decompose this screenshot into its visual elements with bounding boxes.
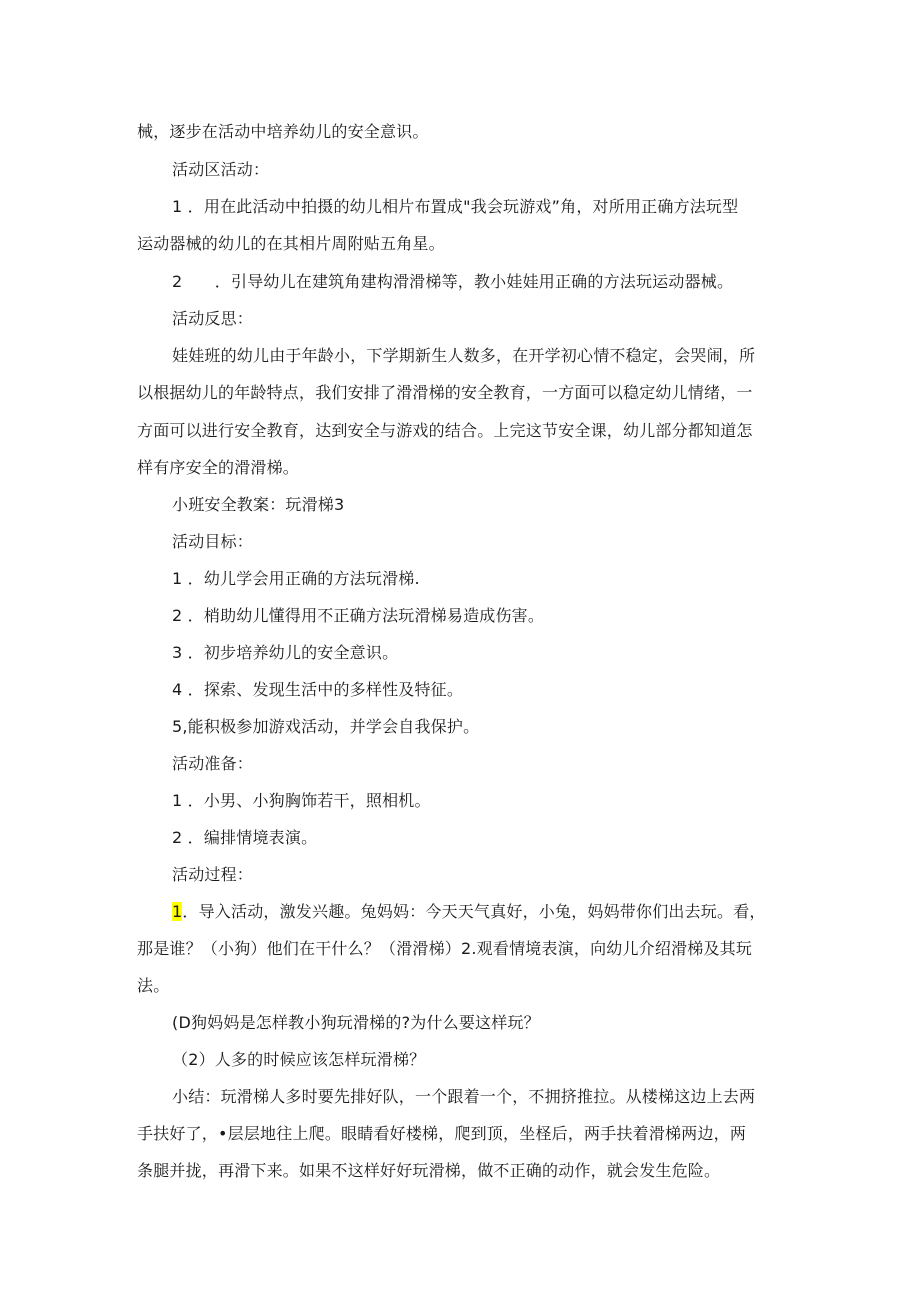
list-item: 4 ．探索、发现生活中的多样性及特征。 xyxy=(172,680,464,699)
document-title: 小班安全教案：玩滑梯3 xyxy=(172,495,345,514)
paragraph-line: 运动器械的幼儿的在其相片周附贴五角星。 xyxy=(137,234,445,253)
list-item: 1 ．幼儿学会用正确的方法玩滑梯. xyxy=(172,569,420,588)
question-line: (D狗妈妈是怎样教小狗玩滑梯的?为什么要这样玩？ xyxy=(172,1013,540,1032)
paragraph-line: 娃娃班的幼儿由于年龄小，下学期新生人数多，在开学初心情不稳定，会哭闹，所 xyxy=(172,346,756,365)
list-item xyxy=(172,902,766,922)
paragraph-line: 那是谁？（小狗）他们在干什么？（滑滑梯）2.观看情境表演，向幼儿介绍滑梯及其玩 xyxy=(137,939,753,958)
list-item-text: ．导入活动，激发兴趣。兔妈妈：今天天气真好，小兔，妈妈带你们出去玩。看， xyxy=(182,902,766,921)
paragraph-line: 小结：玩滑梯人多时要先排好队，一个跟着一个，不拥挤推拉。从楼梯这边上去两 xyxy=(172,1087,756,1106)
list-item: 3 ．初步培养幼儿的安全意识。 xyxy=(172,643,399,662)
highlighted-number: 1 xyxy=(172,902,183,921)
list-item: 1 ．小男、小狗胸饰若干，照相机。 xyxy=(172,791,431,810)
list-item: 2 ．梢助幼儿懂得用不正确方法玩滑梯易造成伤害。 xyxy=(172,606,545,625)
list-item: 5,能积极参加游戏活动，并学会自我保护。 xyxy=(172,717,480,736)
paragraph-line: 手扶好了，•层层地往上爬。眼睛看好楼梯，爬到顶，坐柽后，两手扶着滑梯两边，两 xyxy=(137,1124,747,1143)
paragraph-line: 械，逐步在活动中培养幼儿的安全意识。 xyxy=(137,122,429,141)
paragraph-line: 法。 xyxy=(137,976,170,995)
question-line: （2）人多的时候应该怎样玩滑梯？ xyxy=(172,1050,426,1069)
paragraph-line: 条腿并拢，再滑下来。如果不这样好好玩滑梯，做不正确的动作，就会发生危险。 xyxy=(137,1161,721,1180)
paragraph-line: 方面可以进行安全教育，达到安全与游戏的结合。上完这节安全课，幼儿部分都知道怎 xyxy=(137,421,753,440)
list-item: 1 ．用在此活动中拍摄的幼儿相片布置成"我会玩游戏”角，对所用正确方法玩型 xyxy=(172,197,739,216)
section-heading: 活动目标： xyxy=(172,532,254,551)
section-heading: 活动区活动： xyxy=(172,160,270,179)
paragraph-line: 以根据幼儿的年龄特点，我们安排了滑滑梯的安全教育，一方面可以稳定幼儿情绪，一 xyxy=(137,383,753,402)
section-heading: 活动准备： xyxy=(172,754,254,773)
section-heading: 活动过程： xyxy=(172,865,254,884)
list-item: 2 ．引导幼儿在建筑角建构滑滑梯等，教小娃娃用正确的方法玩运动器械。 xyxy=(172,272,734,291)
section-heading: 活动反思： xyxy=(172,309,254,328)
paragraph-line: 样有序安全的滑滑梯。 xyxy=(137,458,300,477)
list-item: 2 ．编排情境表演。 xyxy=(172,828,318,847)
